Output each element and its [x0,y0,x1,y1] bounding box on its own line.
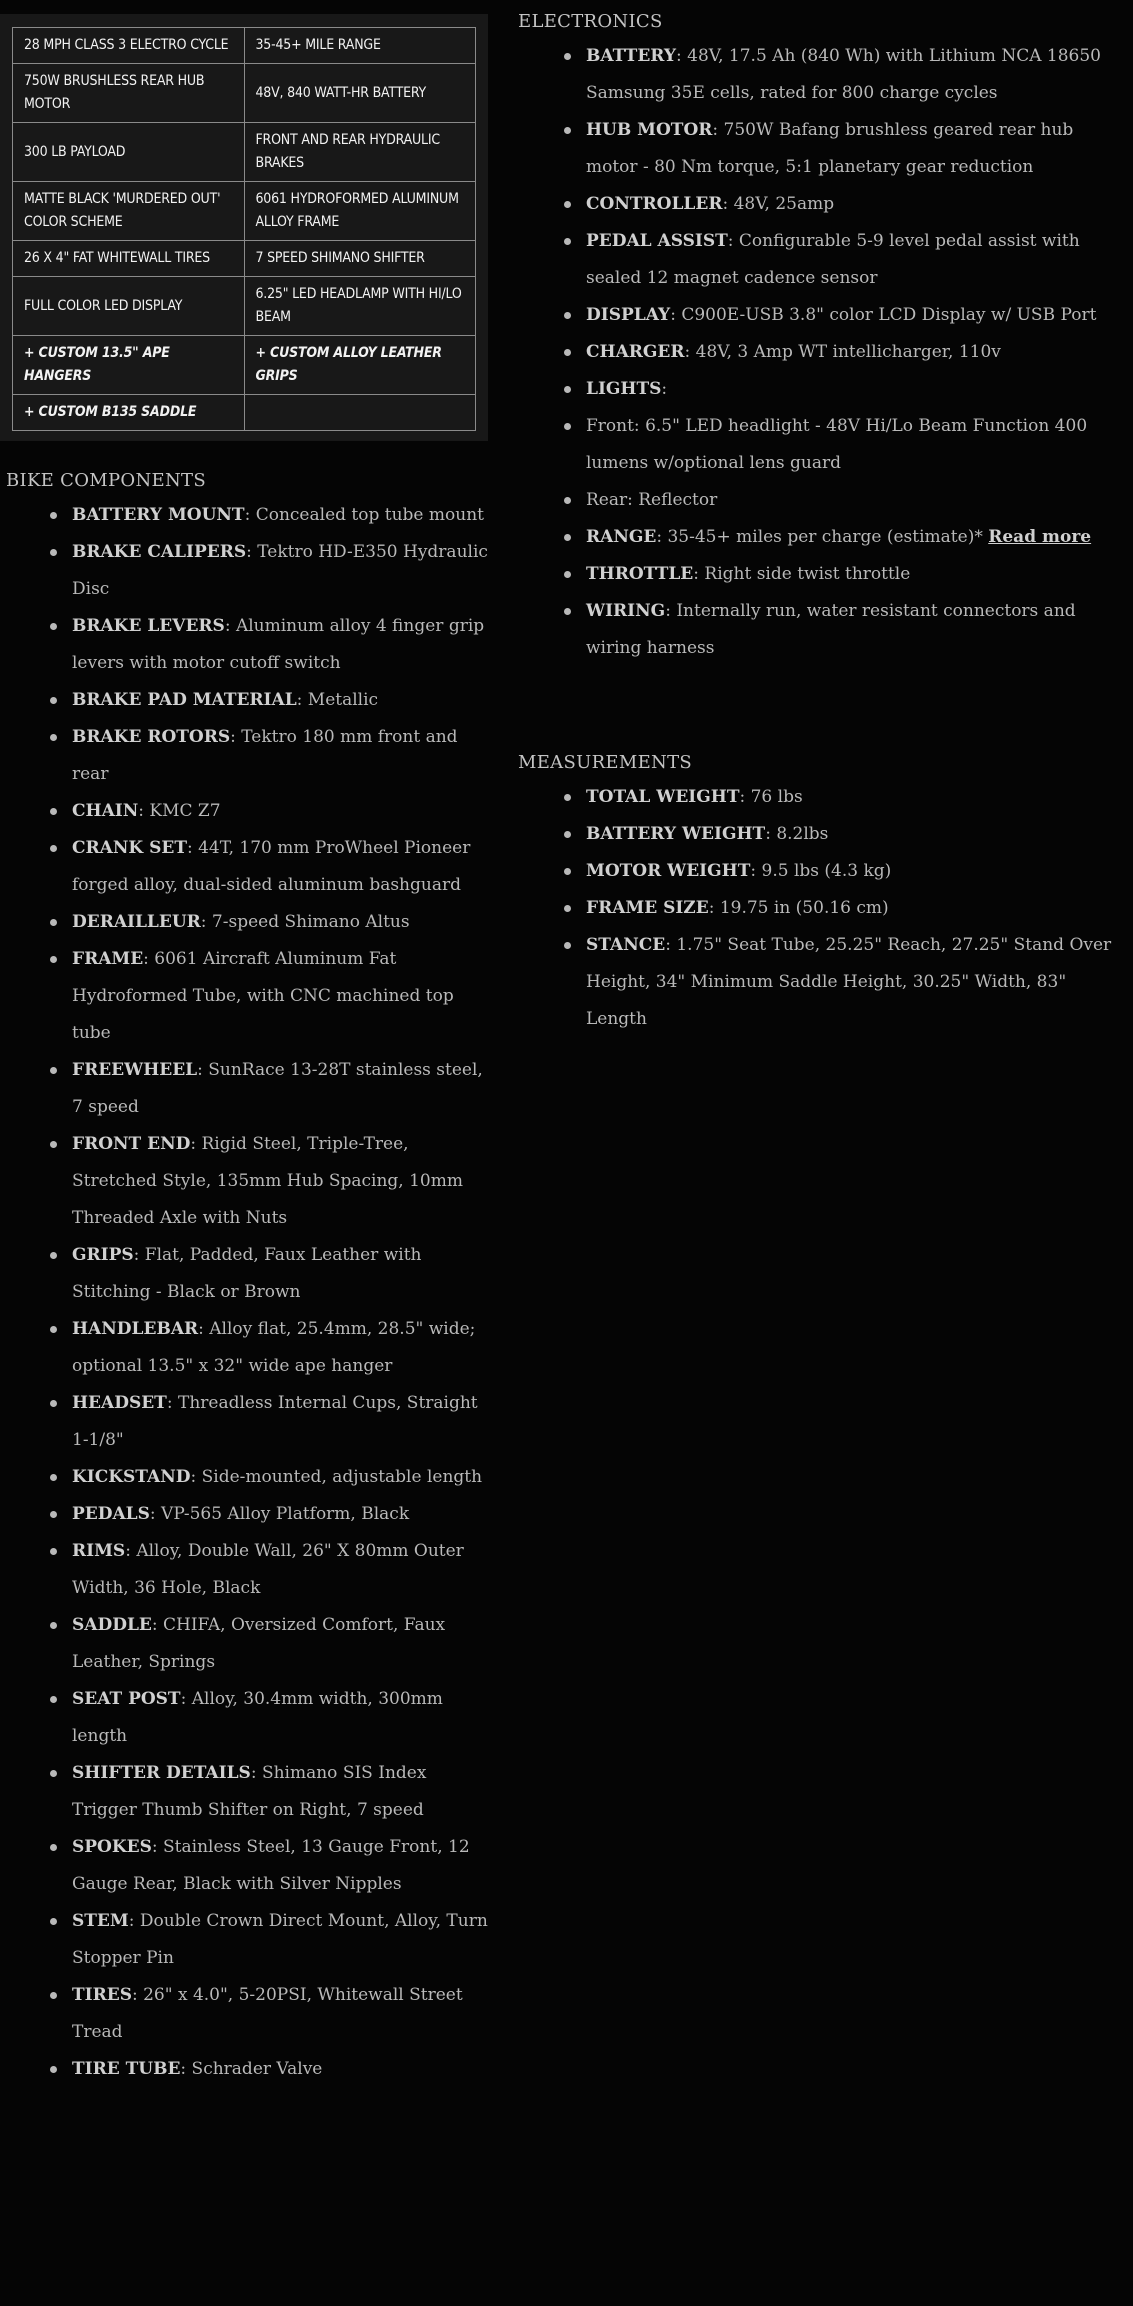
spec-key: SHIFTER DETAILS [72,1763,251,1783]
spec-item [518,890,1126,927]
spec-item [0,1903,492,1977]
spec-value: : Configurable 5-9 level pedal assist with sealed 12 magnet cadence sensor [586,231,1080,288]
spec-key: WIRING [586,601,666,621]
spec-item [518,593,1126,667]
spec-value: : Double Crown Direct Mount, Alloy, Turn Stopper Pin [72,1911,488,1968]
feature-row [13,277,476,336]
spec-item [518,853,1126,890]
spec-key: TOTAL WEIGHT [586,787,740,807]
spec-key: FRAME [72,949,144,969]
feature-cell: + CUSTOM 13.5" APE HANGERS [13,336,245,395]
spec-value: : Metallic [296,690,379,710]
spec-key: SADDLE [72,1615,152,1635]
spec-value: : Flat, Padded, Faux Leather with Stitching - Black or Brown [72,1245,422,1302]
spec-value: : 7-speed Shimano Altus [200,912,410,932]
spec-key: CHAIN [72,801,139,821]
spec-key: CRANK SET [72,838,187,858]
spec-key: STANCE [586,935,666,955]
spec-key: FRAME SIZE [586,898,709,918]
feature-cell [244,395,476,431]
spec-value: : C900E-USB 3.8" color LCD Display w/ USB Port [670,305,1097,325]
feature-row [13,395,476,431]
feature-cell: 7 SPEED SHIMANO SHIFTER [244,241,476,277]
spec-item [0,1237,492,1311]
feature-cell: 6.25" LED HEADLAMP WITH HI/LO BEAM [244,277,476,336]
spec-item [0,1496,492,1533]
feature-row [13,28,476,64]
feature-row [13,241,476,277]
spec-key: HUB MOTOR [586,120,713,140]
spec-key: THROTTLE [586,564,694,584]
spec-value: : 9.5 lbs (4.3 kg) [750,861,892,881]
spec-key: HEADSET [72,1393,167,1413]
spec-value: Rear: Reflector [586,490,718,510]
spec-item [0,941,492,1052]
feature-cell: FRONT AND REAR HYDRAULIC BRAKES [244,123,476,182]
feature-table-panel [0,14,488,441]
spec-value: : Alloy flat, 25.4mm, 28.5" wide; optional 13.5" x 32" wide ape hanger [72,1319,476,1376]
left-column [0,14,488,2088]
spec-item [518,223,1126,297]
spec-key: STEM [72,1911,129,1931]
spec-key: BRAKE LEVERS [72,616,225,636]
feature-row [13,336,476,395]
spec-value: : VP-565 Alloy Platform, Black [149,1504,410,1524]
spec-key: CHARGER [586,342,685,362]
electronics-title: ELECTRONICS [518,11,663,32]
spec-key: BRAKE PAD MATERIAL [72,690,297,710]
spec-item [0,497,492,534]
spec-key: CONTROLLER [586,194,723,214]
spec-item [0,719,492,793]
spec-item [518,816,1126,853]
feature-cell: + CUSTOM B135 SADDLE [13,395,245,431]
spec-item [0,682,492,719]
spec-value: : [661,379,668,399]
electronics-list [518,38,1118,667]
spec-value: : 48V, 3 Amp WT intellicharger, 110v [684,342,1001,362]
spec-value: : Tektro HD-E350 Hydraulic Disc [72,542,488,599]
spec-item [0,793,492,830]
feature-row [13,64,476,123]
spec-value: : Right side twist throttle [693,564,911,584]
spec-key: TIRES [72,1985,132,2005]
spec-value: : SunRace 13-28T stainless steel, 7 speed [72,1060,483,1117]
spec-key: PEDAL ASSIST [586,231,728,251]
measurements-title: MEASUREMENTS [518,752,693,773]
spec-item [0,1126,492,1237]
spec-item [518,112,1126,186]
spec-item [0,1829,492,1903]
spec-key: DISPLAY [586,305,671,325]
spec-item [0,1607,492,1681]
spec-item [518,519,1126,556]
spec-item [518,408,1126,482]
spec-value: : Aluminum alloy 4 finger grip levers with motor cutoff switch [72,616,485,673]
spec-value: : 750W Bafang brushless geared rear hub motor - 80 Nm torque, 5:1 planetary gear reduction [586,120,1074,177]
spec-item [518,371,1126,408]
spec-item [518,556,1126,593]
feature-cell: MATTE BLACK 'MURDERED OUT' COLOR SCHEME [13,182,245,241]
spec-key: BRAKE CALIPERS [72,542,247,562]
spec-item [0,904,492,941]
feature-cell: 48V, 840 WATT-HR BATTERY [244,64,476,123]
spec-key: DERAILLEUR [72,912,201,932]
spec-value: : Rigid Steel, Triple-Tree, Stretched Style, 135mm Hub Spacing, 10mm Threaded Axle with Nuts [72,1134,463,1228]
spec-value: : Schrader Valve [180,2059,323,2079]
spec-item [0,1311,492,1385]
bike-components-title: BIKE COMPONENTS [6,470,206,491]
feature-row [13,123,476,182]
spec-item [518,38,1126,112]
feature-cell: 300 LB PAYLOAD [13,123,245,182]
spec-key: LIGHTS [586,379,662,399]
feature-cell: + CUSTOM ALLOY LEATHER GRIPS [244,336,476,395]
spec-key: HANDLEBAR [72,1319,199,1339]
spec-key: SEAT POST [72,1689,181,1709]
spec-item [518,482,1126,519]
spec-value: : 19.75 in (50.16 cm) [708,898,889,918]
spec-value: : 44T, 170 mm ProWheel Pioneer forged alloy, dual-sided aluminum bashguard [72,838,471,895]
spec-item [0,1052,492,1126]
spec-value: : 8.2lbs [765,824,829,844]
feature-cell: 35-45+ MILE RANGE [244,28,476,64]
feature-cell: FULL COLOR LED DISPLAY [13,277,245,336]
spec-value: : Side-mounted, adjustable length [190,1467,483,1487]
spec-item [518,927,1126,1038]
spec-item [0,608,492,682]
spec-value: : Stainless Steel, 13 Gauge Front, 12 Gauge Rear, Black with Silver Nipples [72,1837,470,1894]
spec-key: BATTERY WEIGHT [586,824,766,844]
spec-item [518,297,1126,334]
spec-value: : CHIFA, Oversized Comfort, Faux Leather, Springs [72,1615,446,1672]
spec-item [0,1681,492,1755]
spec-key: RANGE [586,527,657,547]
measurements-list [518,779,1118,1038]
spec-value: : Tektro 180 mm front and rear [72,727,458,784]
spec-value: : Alloy, 30.4mm width, 300mm length [72,1689,443,1746]
spec-item [0,1459,492,1496]
spec-value: : 6061 Aircraft Aluminum Fat Hydroformed Tube, with CNC machined top tube [72,949,454,1043]
spec-value: : 26" x 4.0", 5-20PSI, Whitewall Street Tread [72,1985,463,2042]
spec-item [518,334,1126,371]
spec-value: : 35-45+ miles per charge (estimate)* [656,527,989,547]
spec-item [0,1977,492,2051]
spec-key: FREEWHEEL [72,1060,198,1080]
spec-item [518,186,1126,223]
spec-key: SPOKES [72,1837,152,1857]
spec-value: : Alloy, Double Wall, 26" X 80mm Outer Width, 36 Hole, Black [72,1541,464,1598]
spec-value: Front: 6.5" LED headlight - 48V Hi/Lo Beam Function 400 lumens w/optional lens guard [586,416,1088,473]
spec-value: : 48V, 25amp [722,194,835,214]
feature-cell: 750W BRUSHLESS REAR HUB MOTOR [13,64,245,123]
feature-cell: 28 MPH CLASS 3 ELECTRO CYCLE [13,28,245,64]
spec-key: GRIPS [72,1245,134,1265]
bike-components-list [0,497,488,2088]
spec-value: : KMC Z7 [138,801,221,821]
spec-key: BATTERY MOUNT [72,505,245,525]
spec-item [0,534,492,608]
spec-key: BRAKE ROTORS [72,727,231,747]
spec-value: : Concealed top tube mount [244,505,484,525]
spec-value: : 76 lbs [739,787,803,807]
spec-key: MOTOR WEIGHT [586,861,751,881]
spec-value: : Internally run, water resistant connectors and wiring harness [586,601,1076,658]
spec-key: PEDALS [72,1504,150,1524]
spec-key: TIRE TUBE [72,2059,181,2079]
spec-key: RIMS [72,1541,126,1561]
spec-key: FRONT END [72,1134,191,1154]
spec-key: KICKSTAND [72,1467,191,1487]
feature-cell: 26 X 4" FAT WHITEWALL TIRES [13,241,245,277]
spec-key: BATTERY [586,46,677,66]
right-column [518,0,1118,1038]
spec-item [0,1533,492,1607]
spec-value: : Threadless Internal Cups, Straight 1-1/8" [72,1393,478,1450]
spec-value: : Shimano SIS Index Trigger Thumb Shifter on Right, 7 speed [72,1763,427,1820]
feature-table [12,27,476,431]
spec-item [518,779,1126,816]
read-more-link[interactable]: Read more [988,527,1092,547]
spec-item [0,2051,492,2088]
spec-value: : 1.75" Seat Tube, 25.25" Reach, 27.25" Stand Over Height, 34" Minimum Saddle Height, 30.25" Width, 83" Length [586,935,1112,1029]
feature-row [13,182,476,241]
spec-item [0,1385,492,1459]
spec-item [0,830,492,904]
feature-cell: 6061 HYDROFORMED ALUMINUM ALLOY FRAME [244,182,476,241]
spec-value: : 48V, 17.5 Ah (840 Wh) with Lithium NCA 18650 Samsung 35E cells, rated for 800 charge cycles [586,46,1101,103]
spec-item [0,1755,492,1829]
